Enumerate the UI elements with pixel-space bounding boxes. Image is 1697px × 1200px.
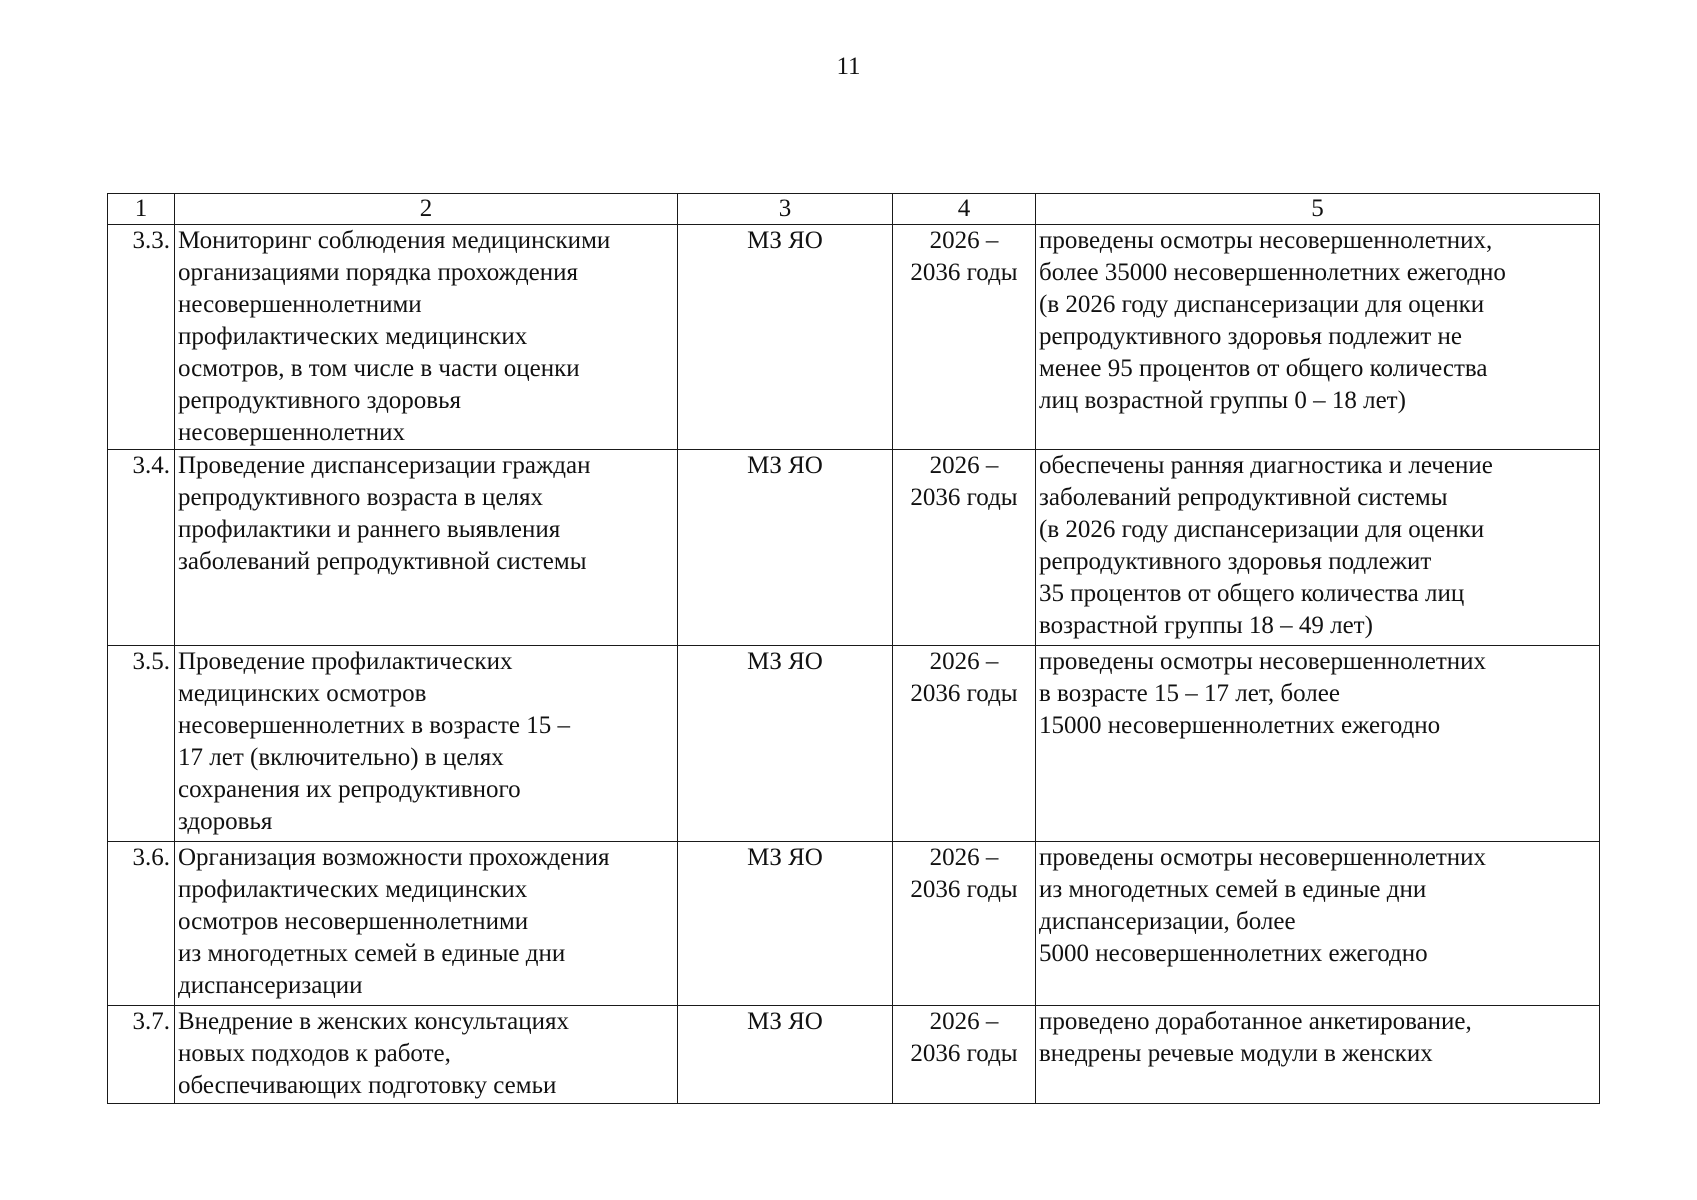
period-line: 2036 годы <box>910 876 1018 903</box>
result-line: лиц возрастной группы 0 – 18 лет) <box>1039 387 1406 414</box>
activity-line: диспансеризации <box>178 972 363 999</box>
activity-line: 17 лет (включительно) в целях <box>178 744 504 771</box>
period-line: 2026 – <box>929 844 999 871</box>
header-cell-period: 4 <box>893 194 1036 225</box>
period-cell <box>893 1006 1036 1104</box>
activity-line: несовершеннолетних в возрасте 15 – <box>178 712 571 739</box>
result-line: (в 2026 году диспансеризации для оценки <box>1039 516 1485 543</box>
activity-line: профилактических медицинских <box>178 876 528 903</box>
row-number: 3.7. <box>108 1006 175 1104</box>
activity-line: репродуктивного здоровья <box>178 387 462 414</box>
activity-cell <box>175 1006 678 1104</box>
executor-cell: МЗ ЯО <box>678 450 893 646</box>
result-line: репродуктивного здоровья подлежит не <box>1039 323 1463 350</box>
period-line: 2036 годы <box>910 484 1018 511</box>
activity-line: Мониторинг соблюдения медицинскими <box>178 227 611 254</box>
activity-line: несовершеннолетними <box>178 291 422 318</box>
activity-line: несовершеннолетних <box>178 419 405 446</box>
result-line: проведены осмотры несовершеннолетних, <box>1039 227 1493 254</box>
activity-line: здоровья <box>178 808 273 835</box>
result-line: 5000 несовершеннолетних ежегодно <box>1039 940 1428 967</box>
period-line: 2036 годы <box>910 680 1018 707</box>
activity-line: обеспечивающих подготовку семьи <box>178 1072 557 1099</box>
row-number: 3.3. <box>108 225 175 450</box>
result-cell <box>1036 646 1600 842</box>
period-line: 2026 – <box>929 648 999 675</box>
period-cell <box>893 450 1036 646</box>
header-cell-number: 1 <box>108 194 175 225</box>
result-line: (в 2026 году диспансеризации для оценки <box>1039 291 1485 318</box>
result-line: внедрены речевые модули в женских <box>1039 1040 1433 1067</box>
activity-line: осмотров несовершеннолетними <box>178 908 529 935</box>
header-cell-result: 5 <box>1036 194 1600 225</box>
activity-cell <box>175 646 678 842</box>
activity-line: репродуктивного возраста в целях <box>178 484 543 511</box>
activity-plan-table <box>107 193 1600 1104</box>
table-row <box>108 646 1600 842</box>
activity-line: профилактики и раннего выявления <box>178 516 561 543</box>
row-number: 3.6. <box>108 842 175 1006</box>
activity-line: организациями порядка прохождения <box>178 259 579 286</box>
table-row <box>108 450 1600 646</box>
result-line: обеспечены ранняя диагностика и лечение <box>1039 452 1493 479</box>
activity-cell <box>175 842 678 1006</box>
executor-cell: МЗ ЯО <box>678 1006 893 1104</box>
result-line: более 35000 несовершеннолетних ежегодно <box>1039 259 1506 286</box>
result-line: проведены осмотры несовершеннолетних <box>1039 844 1487 871</box>
period-cell <box>893 225 1036 450</box>
result-line: репродуктивного здоровья подлежит <box>1039 548 1432 575</box>
table-row <box>108 1006 1600 1104</box>
period-line: 2026 – <box>929 452 999 479</box>
row-number: 3.4. <box>108 450 175 646</box>
result-line: менее 95 процентов от общего количества <box>1039 355 1488 382</box>
executor-cell: МЗ ЯО <box>678 842 893 1006</box>
result-line: проведено доработанное анкетирование, <box>1039 1008 1472 1035</box>
row-number: 3.5. <box>108 646 175 842</box>
result-line: диспансеризации, более <box>1039 908 1296 935</box>
page-number: 11 <box>836 53 861 80</box>
result-cell <box>1036 1006 1600 1104</box>
executor-cell: МЗ ЯО <box>678 646 893 842</box>
result-line: заболеваний репродуктивной системы <box>1039 484 1448 511</box>
header-cell-activity: 2 <box>175 194 678 225</box>
activity-line: сохранения их репродуктивного <box>178 776 521 803</box>
header-cell-executor: 3 <box>678 194 893 225</box>
result-cell <box>1036 842 1600 1006</box>
activity-line: Внедрение в женских консультациях <box>178 1008 570 1035</box>
activity-cell <box>175 450 678 646</box>
executor-cell: МЗ ЯО <box>678 225 893 450</box>
period-cell <box>893 842 1036 1006</box>
activity-line: новых подходов к работе, <box>178 1040 451 1067</box>
period-cell <box>893 646 1036 842</box>
table-header-row <box>108 194 1600 225</box>
result-line: из многодетных семей в единые дни <box>1039 876 1427 903</box>
table-row <box>108 225 1600 450</box>
activity-line: медицинских осмотров <box>178 680 427 707</box>
result-line: 35 процентов от общего количества лиц <box>1039 580 1465 607</box>
activity-line: Организация возможности прохождения <box>178 844 610 871</box>
activity-line: профилактических медицинских <box>178 323 528 350</box>
result-cell <box>1036 450 1600 646</box>
result-line: возрастной группы 18 – 49 лет) <box>1039 612 1373 639</box>
table-row <box>108 842 1600 1006</box>
activity-cell <box>175 225 678 450</box>
activity-line: осмотров, в том числе в части оценки <box>178 355 580 382</box>
period-line: 2036 годы <box>910 259 1018 286</box>
period-line: 2026 – <box>929 1008 999 1035</box>
period-line: 2036 годы <box>910 1040 1018 1067</box>
activity-line: Проведение диспансеризации граждан <box>178 452 591 479</box>
result-line: проведены осмотры несовершеннолетних <box>1039 648 1487 675</box>
result-line: в возрасте 15 – 17 лет, более <box>1039 680 1340 707</box>
activity-line: из многодетных семей в единые дни <box>178 940 566 967</box>
activity-line: Проведение профилактических <box>178 648 513 675</box>
result-line: 15000 несовершеннолетних ежегодно <box>1039 712 1441 739</box>
activity-line: заболеваний репродуктивной системы <box>178 548 587 575</box>
period-line: 2026 – <box>929 227 999 254</box>
result-cell <box>1036 225 1600 450</box>
